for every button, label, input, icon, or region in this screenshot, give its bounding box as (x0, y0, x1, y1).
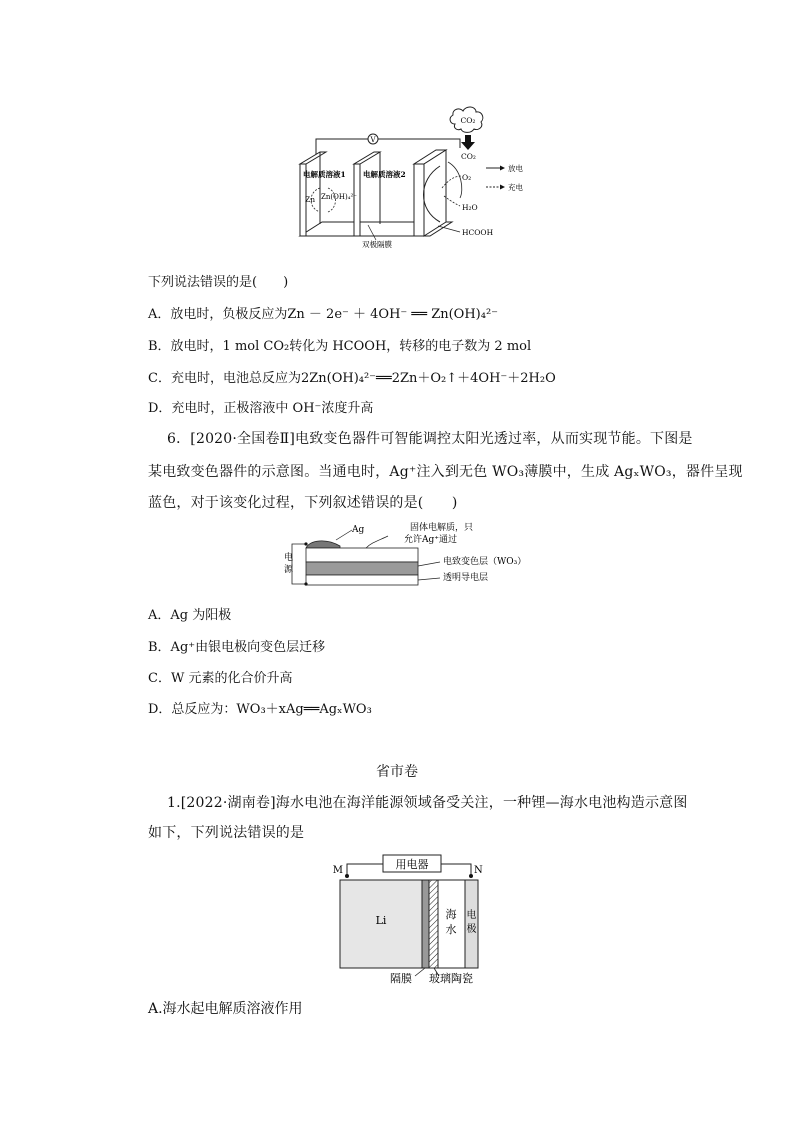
power-label-1: 电 (284, 553, 294, 563)
hcooh-label: HCOOH (462, 228, 494, 237)
solid-electrolyte-label-1: 固体电解质，只 (410, 523, 474, 533)
device-label: 用电器 (395, 858, 429, 871)
solution-1-label: 电解质溶液1 (303, 170, 346, 179)
wo3-layer-label: 电致变色层（WO₃） (443, 557, 527, 567)
q5-option-a: A．放电时，负极反应为Zn － 2e⁻ ＋ 4OH⁻ ══ Zn(OH)₄²⁻ (148, 307, 499, 322)
legend-charge-label: 充电 (508, 183, 523, 192)
o2-label: O₂ (462, 173, 472, 182)
q6-option-c: C．W 元素的化合价升高 (148, 671, 293, 686)
q5-option-c: C．充电时，电池总反应为2Zn(OH)₄²⁻══2Zn＋O₂↑＋4OH⁻＋2H₂O (148, 371, 556, 386)
electrode-label-1: 电 (466, 910, 477, 921)
zn-label: Zn (305, 195, 316, 204)
membrane-label: 隔膜 (390, 972, 412, 985)
membrane-label: 双极隔膜 (362, 240, 392, 249)
q6-option-a: A．Ag 为阳极 (148, 608, 232, 623)
q6-option-b: B．Ag⁺由银电极向变色层迁移 (148, 640, 326, 655)
q6-stem-line-1: 6．[2020·全国卷Ⅱ]电致变色器件可智能调控太阳光透过率，从而实现节能。下图是 (167, 431, 693, 447)
power-label-2: 源 (284, 565, 294, 575)
q1-stem-line-1: 1.[2022·湖南卷]海水电池在海洋能源领域备受关注，一种锂—海水电池构造示意图 (167, 795, 688, 811)
section-title: 省市卷 (376, 764, 418, 780)
li-label: Li (375, 914, 387, 927)
q6-stem-line-2: 某电致变色器件的示意图。当通电时，Ag⁺注入到无色 WO₃薄膜中，生成 AgₓWO₃，器件呈现 (148, 464, 743, 480)
m-label: M (332, 865, 343, 876)
q5-option-d: D．充电时，正极溶液中 OH⁻浓度升高 (148, 401, 374, 416)
seawater-label-1: 海 (445, 908, 457, 921)
ag-label: Ag (352, 525, 365, 535)
znoh4-label: Zn(OH)₄²⁻ (321, 193, 357, 201)
q5-stem: 下列说法错误的是( ) (148, 275, 289, 290)
electrochromic-device-figure (280, 518, 550, 590)
n-label: N (474, 865, 483, 876)
conductive-layer-label: 透明导电层 (443, 573, 489, 583)
co2-label: CO₂ (461, 152, 476, 161)
q6-stem-line-3: 蓝色，对于该变化过程，下列叙述错误的是( ) (148, 495, 458, 511)
q1-option-a: A.海水起电解质溶液作用 (148, 1001, 303, 1017)
glass-ceramic-label: 玻璃陶瓷 (429, 972, 473, 985)
solution-2-label: 电解质溶液2 (363, 170, 406, 179)
li-seawater-battery-figure (332, 852, 495, 985)
legend-discharge-label: 放电 (508, 164, 523, 173)
electrode-label-2: 极 (466, 924, 477, 935)
solid-electrolyte-label-2: 允许Ag⁺通过 (404, 535, 458, 545)
cloud-co2-label: CO₂ (460, 116, 476, 125)
q6-option-d: D．总反应为：WO₃＋xAg══AgₓWO₃ (148, 702, 372, 717)
seawater-label-2: 水 (445, 923, 457, 936)
q5-option-b: B．放电时，1 mol CO₂转化为 HCOOH，转移的电子数为 2 mol (148, 339, 532, 354)
zn-co2-battery-figure (290, 100, 530, 250)
q1-stem-line-2: 如下，下列说法错误的是 (148, 825, 305, 841)
h2o-label: H₂O (462, 203, 478, 212)
co2-arrow-icon (461, 135, 475, 150)
voltmeter-label: V (370, 136, 376, 144)
